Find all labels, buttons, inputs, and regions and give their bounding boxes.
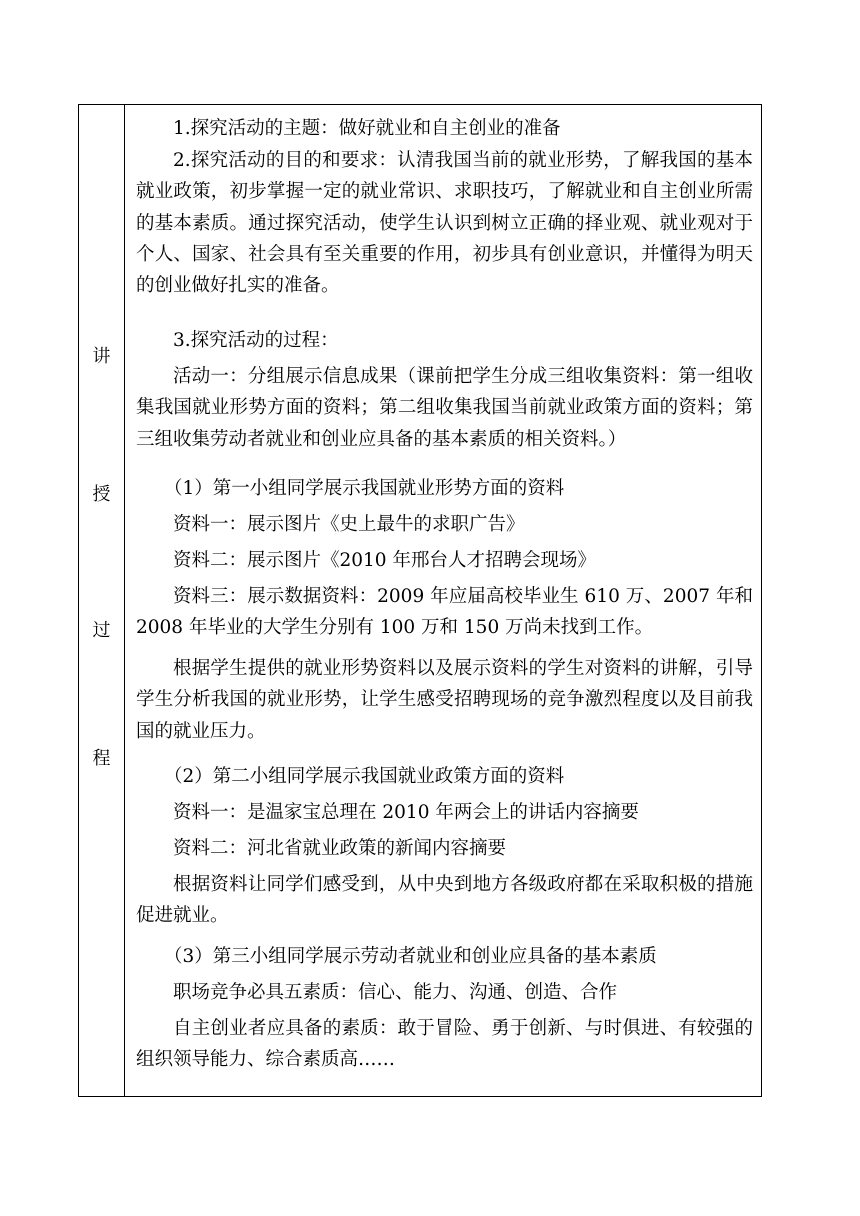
section-label-char: 过 — [92, 620, 111, 641]
paragraph-material-1-1: 资料一：展示图片《史上最牛的求职广告》 — [173, 514, 525, 535]
content-column — [125, 105, 761, 1096]
lesson-table — [78, 104, 762, 1097]
paragraph-activity-one: 活动一：分组展示信息成果（课前把学生分成三组收集资料：第一组收集我国就业形势方面的资料；第二组收集我国当前就业政策方面的资料；第三组收集劳动者就业和创业应具备的基本素质的相关资料。） — [136, 366, 753, 450]
paragraph-goals: 2.探究活动的目的和要求：认清我国当前的就业形势，了解我国的基本就业政策，初步掌握一定的就业常识、求职技巧，了解就业和自主创业所需的基本素质。通过探究活动，使学生认识到树立正确的择业观、就业观对于个人、国家、社会具有至关重要的作用，初步具有创业意识，并懂得为明天的创业做好扎实的准备。 — [136, 150, 753, 297]
paragraph-material-1-3: 资料三：展示数据资料：2009 年应届高校毕业生 610 万、2007 年和 2008 年毕业的大学生分别有 100 万和 150 万尚未找到工作。 — [136, 586, 753, 639]
paragraph-group-two-heading: （2）第二小组同学展示我国就业政策方面的资料 — [164, 766, 565, 787]
paragraph-material-2-1: 资料一：是温家宝总理在 2010 年两会上的讲话内容摘要 — [173, 802, 639, 823]
paragraph-group-one-heading: （1）第一小组同学展示我国就业形势方面的资料 — [164, 478, 565, 499]
paragraph-analysis-one: 根据学生提供的就业形势资料以及展示资料的学生对资料的讲解，引导学生分析我国的就业形势，让学生感受招聘现场的竞争激烈程度以及目前我国的就业压力。 — [136, 658, 753, 742]
paragraph-topic: 1.探究活动的主题：做好就业和自主创业的准备 — [173, 118, 561, 139]
section-label-char: 讲 — [92, 346, 111, 367]
paragraph-entrepreneur-qualities: 自主创业者应具备的素质：敢于冒险、勇于创新、与时俱进、有较强的组织领导能力、综合素质高…… — [136, 1018, 753, 1071]
paragraph-workplace-qualities: 职场竞争必具五素质：信心、能力、沟通、创造、合作 — [173, 982, 618, 1003]
paragraph-material-1-2: 资料二：展示图片《2010 年邢台人才招聘会现场》 — [173, 550, 596, 571]
paragraph-process-heading: 3.探究活动的过程： — [173, 330, 339, 351]
paragraph-group-three-heading: （3）第三小组同学展示劳动者就业和创业应具备的基本素质 — [164, 946, 657, 967]
section-label-column — [79, 105, 125, 1096]
section-label-char: 程 — [92, 748, 111, 769]
paragraph-analysis-two: 根据资料让同学们感受到，从中央到地方各级政府都在采取积极的措施促进就业。 — [136, 874, 753, 927]
section-label-char: 授 — [92, 484, 111, 505]
paragraph-material-2-2: 资料二：河北省就业政策的新闻内容摘要 — [173, 838, 507, 859]
